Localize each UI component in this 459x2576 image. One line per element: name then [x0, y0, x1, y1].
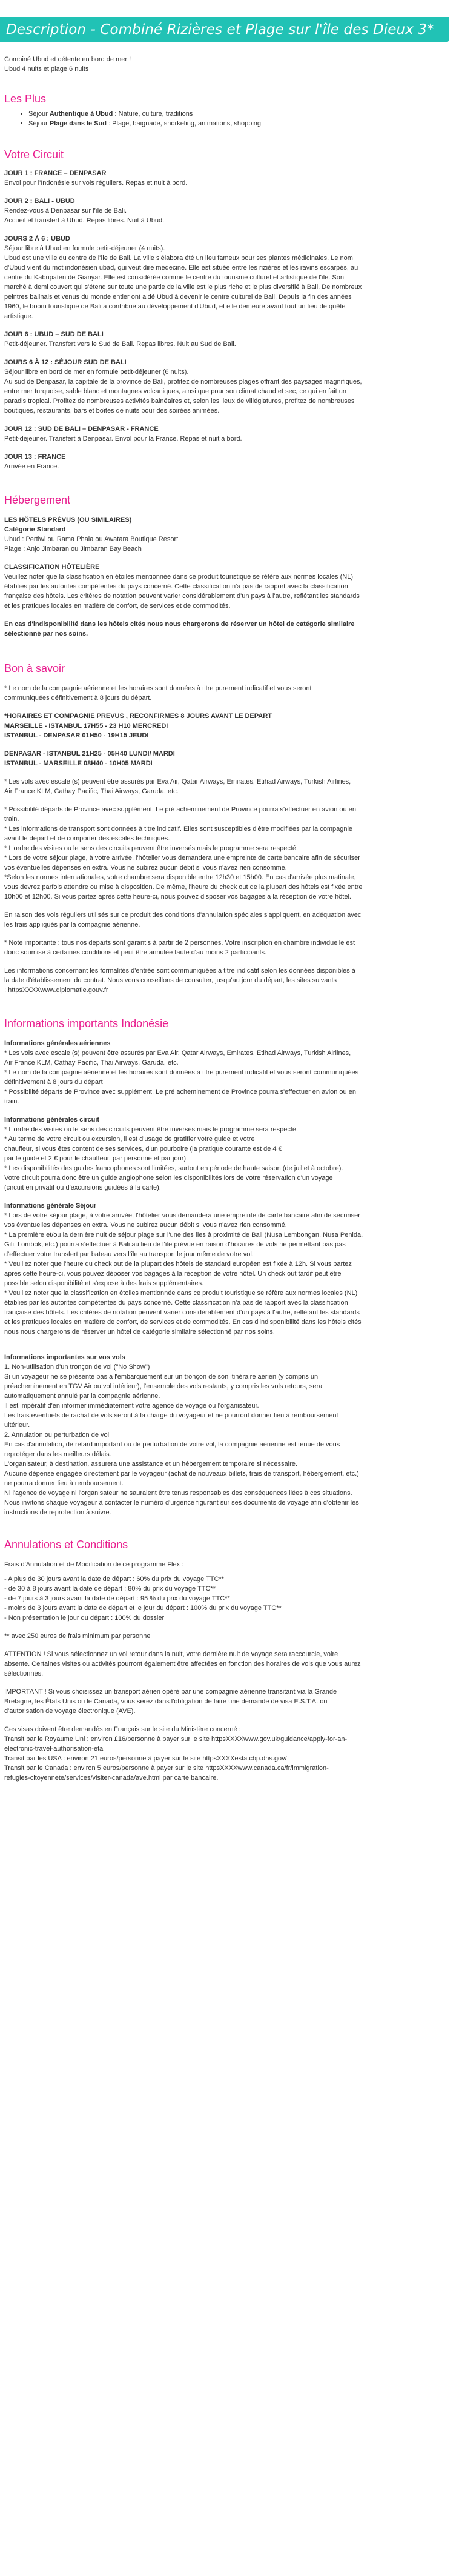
text-line: chauffeur, si vous êtes content de ses services, d'un pourboire (la pratique courante est de 4 €: [4, 1145, 282, 1153]
text-line: Veuillez noter que la classification en étoiles mentionnée dans ce produit touristique se réfère aux normes locales (NL): [4, 573, 353, 581]
flight-schedule-return: [4, 749, 451, 768]
text-line: DENPASAR - ISTANBUL 21H25 - 05H40 LUNDI/ MARDI: [4, 750, 175, 757]
day-title: JOUR 2 : BALI - UBUD: [4, 198, 75, 205]
list-item: • Séjour Plage dans le Sud : Plage, baignade, snorkeling, animations, shopping: [28, 119, 451, 128]
text-line: * Possibilité départs de Province avec supplément. Le pré acheminement de Province pourra s'effectuer en avion ou en: [4, 806, 356, 813]
text-line: automatiquement annulé par la compagnie aérienne.: [4, 1393, 160, 1400]
note-paragraph: [4, 966, 451, 995]
info-vols: [4, 1353, 451, 1517]
text-line: Aucune dépense engagée directement par le voyageur (achat de nouveaux billets, frais de transport, hébergement, etc.): [4, 1470, 359, 1477]
text-line: 10h00 et 12h00. Si vous partez après cette heure-ci, nous pouvez disposer vos bagages à la réception de votre hôtel.: [4, 893, 351, 900]
text-line: communiquées définitivement à 8 jours du départ.: [4, 694, 152, 702]
note-paragraph: [4, 910, 451, 930]
text-line: ISTANBUL - MARSEILLE 08H40 - 10H05 MARDI: [4, 760, 153, 767]
day-text: 1960, le boom touristique de Bali a contribué au développement d'Ubud, et elle demeure avant tout un lieu de quête: [4, 303, 346, 310]
text-line: En cas d'indisponibilité dans les hôtels cités nous nous chargerons de réserver un hôtel de catégorie similaire: [4, 621, 355, 628]
indisponibilite-text: [4, 619, 451, 639]
subheading: Informations générales aériennes: [4, 1040, 111, 1047]
text-line: En cas d'annulation, de retard important ou de perturbation de votre vol, la compagnie aérienne est tenue de vous: [4, 1441, 340, 1448]
text-line: et les pratiques locales en matière de confort, de services et de commodités. En cas d'indisponibilité dans les hôtels cités: [4, 1319, 362, 1326]
text-line: avant le départ et de comporter des escales techniques.: [4, 835, 170, 842]
text-line: refugies-citoyennete/services/visiter-canada/ave.html par carte bancaire.: [4, 1774, 219, 1782]
text-line: * Les vols avec escale (s) peuvent être assurés par Eva Air, Qatar Airways, Emirates, Etihad Airways, Turkish Airlines,: [4, 778, 351, 785]
hotels-block: [4, 515, 451, 554]
text-line: * Les vols avec escale (s) peuvent être assurés par Eva Air, Qatar Airways, Emirates, Etihad Airways, Turkish Airlines,: [4, 1050, 351, 1057]
text-line: établies par les autorités compétentes du pays concerné. Cette classification n'a pas de rapport avec la classification: [4, 1299, 348, 1306]
text-line: Air France KLM, Cathay Pacific, Thai Airways, Garuda, etc.: [4, 788, 179, 795]
day-text: d'Ubud vient du mot indonésien ubad, qui veut dire médecine. Elle est située entre les rizières et les ravins escarpés, au: [4, 264, 358, 271]
hotels-title: LES HÔTELS PRÉVUS (OU SIMILAIRES): [4, 516, 132, 524]
frais-title: Frais d'Annulation et de Modification de ce programme Flex :: [4, 1561, 184, 1568]
info-text: [4, 1048, 451, 1107]
frais-min: ** avec 250 euros de frais minimum par personne: [4, 1632, 151, 1640]
text-line: Nous invitons chaque voyageur à contacter le numéro d'urgence figurant sur ses documents de voyage afin d'obtenir les: [4, 1499, 359, 1506]
info-air: [4, 1039, 451, 1107]
text-line: * L'ordre des visites ou le sens des circuits peuvent être inversés mais le programme sera respecté.: [4, 1126, 299, 1133]
text-line: 2. Annulation ou perturbation de vol: [4, 1431, 110, 1439]
text-line: * Possibilité départs de Province avec supplément. Le pré acheminement de Province pourra s'effectuer en avion ou en: [4, 1088, 356, 1096]
text-line: française des hôtels. Les critères de notation peuvent varier considérablement d'un pays à l'autre, reflétant les standards: [4, 1309, 360, 1316]
text-line: *Selon les normes internationales, votre chambre sera disponible entre 12h30 et 15h00. En cas d'arrivée plus matinale,: [4, 874, 356, 881]
day-text: Envol pour l'Indonésie sur vols réguliers. Repas et nuit à bord.: [4, 179, 188, 187]
text-line: vous devrez parfois attendre ou mise à disposition. De même, l'heure du check out de la plupart des hôtels est fixée entre: [4, 884, 363, 891]
text-line: par le guide et 2 € pour le chauffeur, par personne et par jour).: [4, 1155, 188, 1162]
text-line: absente. Certaines visites ou activités pourront également être affectées en fonction des horaires de vols que vous aurez: [4, 1660, 361, 1668]
note-paragraph: [4, 805, 451, 902]
text-line: reprotéger dans les meilleurs délais.: [4, 1451, 111, 1458]
info-text: [4, 1125, 451, 1193]
section-heading-hebergement: Hébergement: [4, 494, 71, 506]
day-text: artistique.: [4, 313, 33, 320]
text-line: - de 7 jours à 3 jours avant la date de départ : 95 % du prix du voyage TTC**: [4, 1595, 230, 1602]
text-line: instructions de reprotection à suivre.: [4, 1509, 111, 1516]
day-text: Rendez-vous à Denpasar sur l'île de Bali.: [4, 207, 127, 215]
text-line: - moins de 3 jours avant la date de départ et le jour du départ : 100% du prix du voyage TTC**: [4, 1605, 282, 1612]
day-title: JOUR 1 : FRANCE – DENPASAR: [4, 170, 107, 177]
text-line: (circuit en privatif ou d'excursions guidées à la carte).: [4, 1184, 161, 1191]
day-text: paradis tropical. Profitez de nombreuses activités balnéaires et, selon les lieux de villégiatures, profitez de nombreuses: [4, 398, 355, 405]
text-line: nous nous chargerons de réserver un hôtel de catégorie similaire sélectionné par nos soins.: [4, 1328, 275, 1336]
hotel-line: Ubud : Pertiwi ou Rama Phala ou Awatara Boutique Resort: [4, 536, 179, 543]
important-text: [4, 1687, 451, 1716]
text-line: d'effectuer votre transfert par bateau vers l'île au transport le jour même de votre vol.: [4, 1251, 254, 1258]
text-line: * L'ordre des visites ou le sens des circuits peuvent être inversés mais le programme sera respecté.: [4, 845, 299, 852]
section-heading-bon-a-savoir: Bon à savoir: [4, 662, 65, 674]
text-line: préacheminement en TGV Air ou vol intérieur), l'ensemble des vols restants, y compris les vols retours, sera: [4, 1383, 323, 1390]
itinerary-day: [4, 196, 451, 225]
text-line: Il est impératif d'en informer immédiatement votre agence de voyage ou l'organisateur.: [4, 1402, 259, 1409]
text-line: * Le nom de la compagnie aérienne et les horaires sont données à titre purement indicatif et vous seront communiquées: [4, 1069, 359, 1076]
section-heading-plus: Les Plus: [4, 93, 47, 105]
intro-line: Combiné Ubud et détente en bord de mer !: [4, 56, 131, 63]
text-line: Si un voyageur ne se présente pas à l'embarquement sur un tronçon de son itinéraire aérien (y compris un: [4, 1373, 319, 1380]
itinerary-day: [4, 358, 451, 416]
text-line: vos éventuelles dépenses en extra. Vous ne subirez aucun débit si vous n'avez rien consommé.: [4, 864, 287, 871]
info-text: [4, 1211, 451, 1337]
text-line: *HORAIRES ET COMPAGNIE PREVUS , RECONFIRMES 8 JOURS AVANT LE DEPART: [4, 713, 272, 720]
note-paragraph: [4, 777, 451, 796]
intro: [4, 55, 451, 74]
list-item: • Séjour Authentique à Ubud : Nature, culture, traditions: [28, 109, 451, 119]
text-line: sélectionnés.: [4, 1670, 44, 1677]
subheading: Informations générale Séjour: [4, 1202, 97, 1210]
day-title: JOURS 6 À 12 : SÉJOUR SUD DE BALI: [4, 359, 127, 366]
text-line: la date d'établissement du contrat. Nous vous conseillons de consulter, jusqu'au jour du départ, les sites suivants: [4, 977, 337, 984]
text-line: Ni l'agence de voyage ni l'organisateur ne sauraient être tenus responsables des conséquences liées à ces situations.: [4, 1489, 352, 1497]
note-paragraph: [4, 938, 451, 957]
text-line: Votre circuit pourra donc être un guide anglophone selon les disponibilités lors de votre réservation d'un voyage: [4, 1174, 333, 1182]
section-heading-annulations: Annulations et Conditions: [4, 1539, 128, 1551]
classification-block: [4, 562, 451, 611]
text-line: - de 30 à 8 jours avant la date de départ : 80% du prix du voyage TTC**: [4, 1585, 216, 1593]
intro-line: Ubud 4 nuits et plage 6 nuits: [4, 65, 89, 73]
day-text: entre mer turquoise, sable blanc et montagnes volcaniques, ainsi que pour son climat chaud et sec, ce qui en fait un: [4, 388, 347, 395]
text-line: Transit par le Royaume Uni : environ £16/personne à payer sur le site httpsXXXXwww.gov.uk/guidance/apply-for-an-: [4, 1736, 348, 1743]
page-title: Description - Combiné Rizières et Plage sur l'île des Dieux 3*: [6, 22, 434, 38]
text-line: donc soumise à certaines conditions et peut être annulée faute d'au moins 2 participants.: [4, 949, 267, 956]
text-line: En raison des vols réguliers utilisés sur ce produit des conditions d'annulation spéciales s'appliquent, en adéquation avec: [4, 911, 362, 919]
day-title: JOUR 6 : UBUD – SUD DE BALI: [4, 331, 104, 338]
text-line: train.: [4, 816, 19, 823]
text-line: * Au terme de votre circuit ou excursion, il est d'usage de gratifier votre guide et votre: [4, 1136, 255, 1143]
subheading: Informations générales circuit: [4, 1116, 100, 1123]
text-line: IMPORTANT ! Si vous choisissez un transport aérien opéré par une compagnie aérienne transitant via la Grande: [4, 1688, 337, 1696]
text-line: ISTANBUL - DENPASAR 01H50 - 19H15 JEUDI: [4, 732, 149, 739]
classification-text: [4, 572, 451, 611]
itinerary-day: [4, 424, 451, 444]
text-line: ATTENTION ! Si vous sélectionnez un vol retour dans la nuit, votre dernière nuit de voyage sera raccourcie, voire: [4, 1651, 338, 1658]
text-line: ultérieur.: [4, 1422, 30, 1429]
day-text: Petit-déjeuner. Transfert à Denpasar. Envol pour la France. Repas et nuit à bord.: [4, 435, 242, 442]
text-line: les frais appliqués par la compagnie aérienne.: [4, 921, 140, 928]
text-line: d'autorisation de voyage électronique (AVE).: [4, 1708, 136, 1715]
itinerary-day: [4, 452, 451, 471]
day-title: JOUR 13 : FRANCE: [4, 453, 66, 461]
itinerary-day: [4, 168, 451, 188]
text-line: * La première et/ou la dernière nuit de séjour plage sur l'une des îles à proximité de Bali (Nusa Lembongan, Nusa Penida,: [4, 1231, 363, 1239]
text-line: - A plus de 30 jours avant la date de départ : 60% du prix du voyage TTC**: [4, 1576, 225, 1583]
itinerary: [4, 168, 451, 471]
text-line: définitivement à 8 jours du départ: [4, 1079, 103, 1086]
text-line: Ces visas doivent être demandés en Français sur le site du Ministère concerné :: [4, 1726, 241, 1733]
text-line: * Le nom de la compagnie aérienne et les horaires sont données à titre purement indicatif et vous seront: [4, 685, 312, 692]
day-text: Arrivée en France.: [4, 463, 59, 470]
text-line: Gili, Lombok, etc.) pourra s'effectuer à Bali au lieu de l'île prévue en raison d'horaires de vols ne permettant pas pas: [4, 1241, 346, 1248]
text-line: * Lors de votre séjour plage, à votre arrivée, l'hôtelier vous demandera une empreinte de carte bancaire afin de sécuriser: [4, 1212, 360, 1219]
text-line: établies par les autorités compétentes du pays concerné. Cette classification n'a pas de rapport avec la classification: [4, 583, 348, 590]
day-text: Petit-déjeuner. Transfert vers le Sud de Bali. Repas libres. Nuit au Sud de Bali.: [4, 341, 236, 348]
note-paragraph: [4, 684, 451, 703]
text-line: * Lors de votre séjour plage, à votre arrivée, l'hôtelier vous demandera une empreinte de carte bancaire afin de sécuriser: [4, 854, 360, 862]
text-line: L'organisateur, à destination, assurera une assistance et un hébergement temporaire si nécessaire.: [4, 1460, 297, 1468]
info-circuit: [4, 1115, 451, 1193]
text-line: train.: [4, 1098, 19, 1105]
text-line: et les pratiques locales en matière de confort, de services et de commodités.: [4, 602, 231, 610]
text-line: * Les informations de transport sont données à titre indicatif. Elles sont susceptibles d'être modifiées par la compagnie: [4, 825, 353, 833]
text-line: - Non présentation le jour du départ : 100% du dossier: [4, 1614, 165, 1622]
day-text: Ubud est une ville du centre de l'île de Bali. La ville s'élabora été un lieu fameux pour ses plantes médicinales. Le nom: [4, 255, 353, 262]
attention-text: [4, 1649, 451, 1679]
day-text: Séjour libre en bord de mer en formule petit-déjeuner (6 nuits).: [4, 368, 189, 376]
page: [0, 17, 459, 1783]
hotel-line: Plage : Anjo Jimbaran ou Jimbaran Bay Beach: [4, 545, 142, 553]
hotels-category: Catégorie Standard: [4, 526, 66, 533]
text-line: MARSEILLE - ISTANBUL 17H55 - 23 H10 MERCREDI: [4, 722, 168, 730]
text-line: sélectionné par nos soins.: [4, 630, 88, 637]
day-text: Au sud de Denpasar, la capitale de la province de Bali, profitez de nombreuses plages offrant des paysages magnifiques,: [4, 378, 362, 385]
day-title: JOUR 12 : SUD DE BALI – DENPASAR - FRANCE: [4, 425, 159, 433]
text-line: * Les disponibilités des guides francophones sont limitées, surtout en période de haute saison (de juillet à octobre).: [4, 1165, 343, 1172]
text-line: française des hôtels. Les critères de notation peuvent varier considérablement d'un pays à l'autre, reflétant les standards: [4, 593, 360, 600]
text-line: electronic-travel-authorisation-eta: [4, 1745, 104, 1752]
text-line: ne pourra donner lieu à remboursement.: [4, 1480, 124, 1487]
section-heading-infos: Informations importants Indonésie: [4, 1017, 169, 1030]
text-line: Bretagne, les États Unis ou le Canada, vous serez dans l'obligation de faire une demande de visa E.S.T.A. ou: [4, 1698, 328, 1705]
text-line: après cette heure-ci, vous pouvez déposer vos bagages à la réception de votre hôtel. Un check out tardif peut être: [4, 1270, 342, 1277]
text-line: Air France KLM, Cathay Pacific, Thai Airways, Garuda, etc.: [4, 1059, 179, 1067]
itinerary-day: [4, 234, 451, 321]
info-sejour: [4, 1201, 451, 1337]
subheading: Informations importantes sur vos vols: [4, 1354, 125, 1361]
info-text: [4, 1362, 451, 1517]
text-line: Les informations concernant les formalités d'entrée sont communiquées à titre indicatif selon les données disponibles à: [4, 967, 355, 974]
text-line: * Veuillez noter que l'heure du check out de la plupart des hôtels de standard européen est fixée à 12h. Si vous partez: [4, 1260, 352, 1268]
text-line: Transit par les USA : environ 21 euros/personne à payer sur le site httpsXXXXesta.cbp.dhs.gov/: [4, 1755, 287, 1762]
title-banner: [0, 17, 449, 42]
content: [0, 55, 459, 1783]
text-line: : httpsXXXXwww.diplomatie.gouv.fr: [4, 987, 108, 994]
plus-list: [4, 109, 451, 128]
text-line: * Note importante : tous nos départs sont garantis à partir de 2 personnes. Votre inscription en chambre individuelle est: [4, 939, 355, 947]
day-text: marché à demi couvert qui s'étend sur toute une partie de la ville est le plus riche et le plus diversifié à Bali. De nombreux: [4, 284, 362, 291]
section-heading-circuit: Votre Circuit: [4, 148, 64, 161]
visa-text: [4, 1725, 451, 1783]
frais-block: [4, 1560, 451, 1623]
itinerary-day: [4, 330, 451, 349]
text-line: 1. Non-utilisation d'un tronçon de vol ("No Show"): [4, 1363, 150, 1371]
text-line: Les frais éventuels de rachat de vols seront à la charge du voyageur et ne pourront donner lieu à remboursement: [4, 1412, 338, 1419]
day-title: JOURS 2 À 6 : UBUD: [4, 235, 70, 242]
frais-list: [4, 1574, 451, 1623]
day-text: Séjour libre à Ubud en formule petit-déjeuner (4 nuits).: [4, 245, 165, 252]
classification-title: CLASSIFICATION HÔTELIÈRE: [4, 564, 100, 571]
day-text: Accueil et transfert à Ubud. Repas libres. Nuit à Ubud.: [4, 217, 165, 224]
text-line: Transit par le Canada : environ 5 euros/personne à payer sur le site httpsXXXXwww.canada.ca/fr/immigration-: [4, 1765, 329, 1772]
flight-schedule-outbound: [4, 711, 451, 741]
text-line: vos éventuelles dépenses en extra. Vous ne subirez aucun débit si vous n'avez rien consommé.: [4, 1222, 287, 1229]
text-line: possible selon disponibilité et s'expose à des frais supplémentaires.: [4, 1280, 204, 1287]
day-text: centre du Kabupaten de Gianyar. Elle est considérée comme le centre du tourisme culturel et artistique de l'île. Son: [4, 274, 344, 281]
day-text: boutiques, restaurants, bars et boîtes de nuits pour des soirées animées.: [4, 407, 220, 414]
text-line: * Veuillez noter que la classification en étoiles mentionnée dans ce produit touristique se réfère aux normes locales (NL): [4, 1290, 358, 1297]
day-text: peintres balinais et venus du monde entier ont aidé Ubud à devenir le centre culturel de Bali. Depuis la fin des années: [4, 293, 352, 301]
